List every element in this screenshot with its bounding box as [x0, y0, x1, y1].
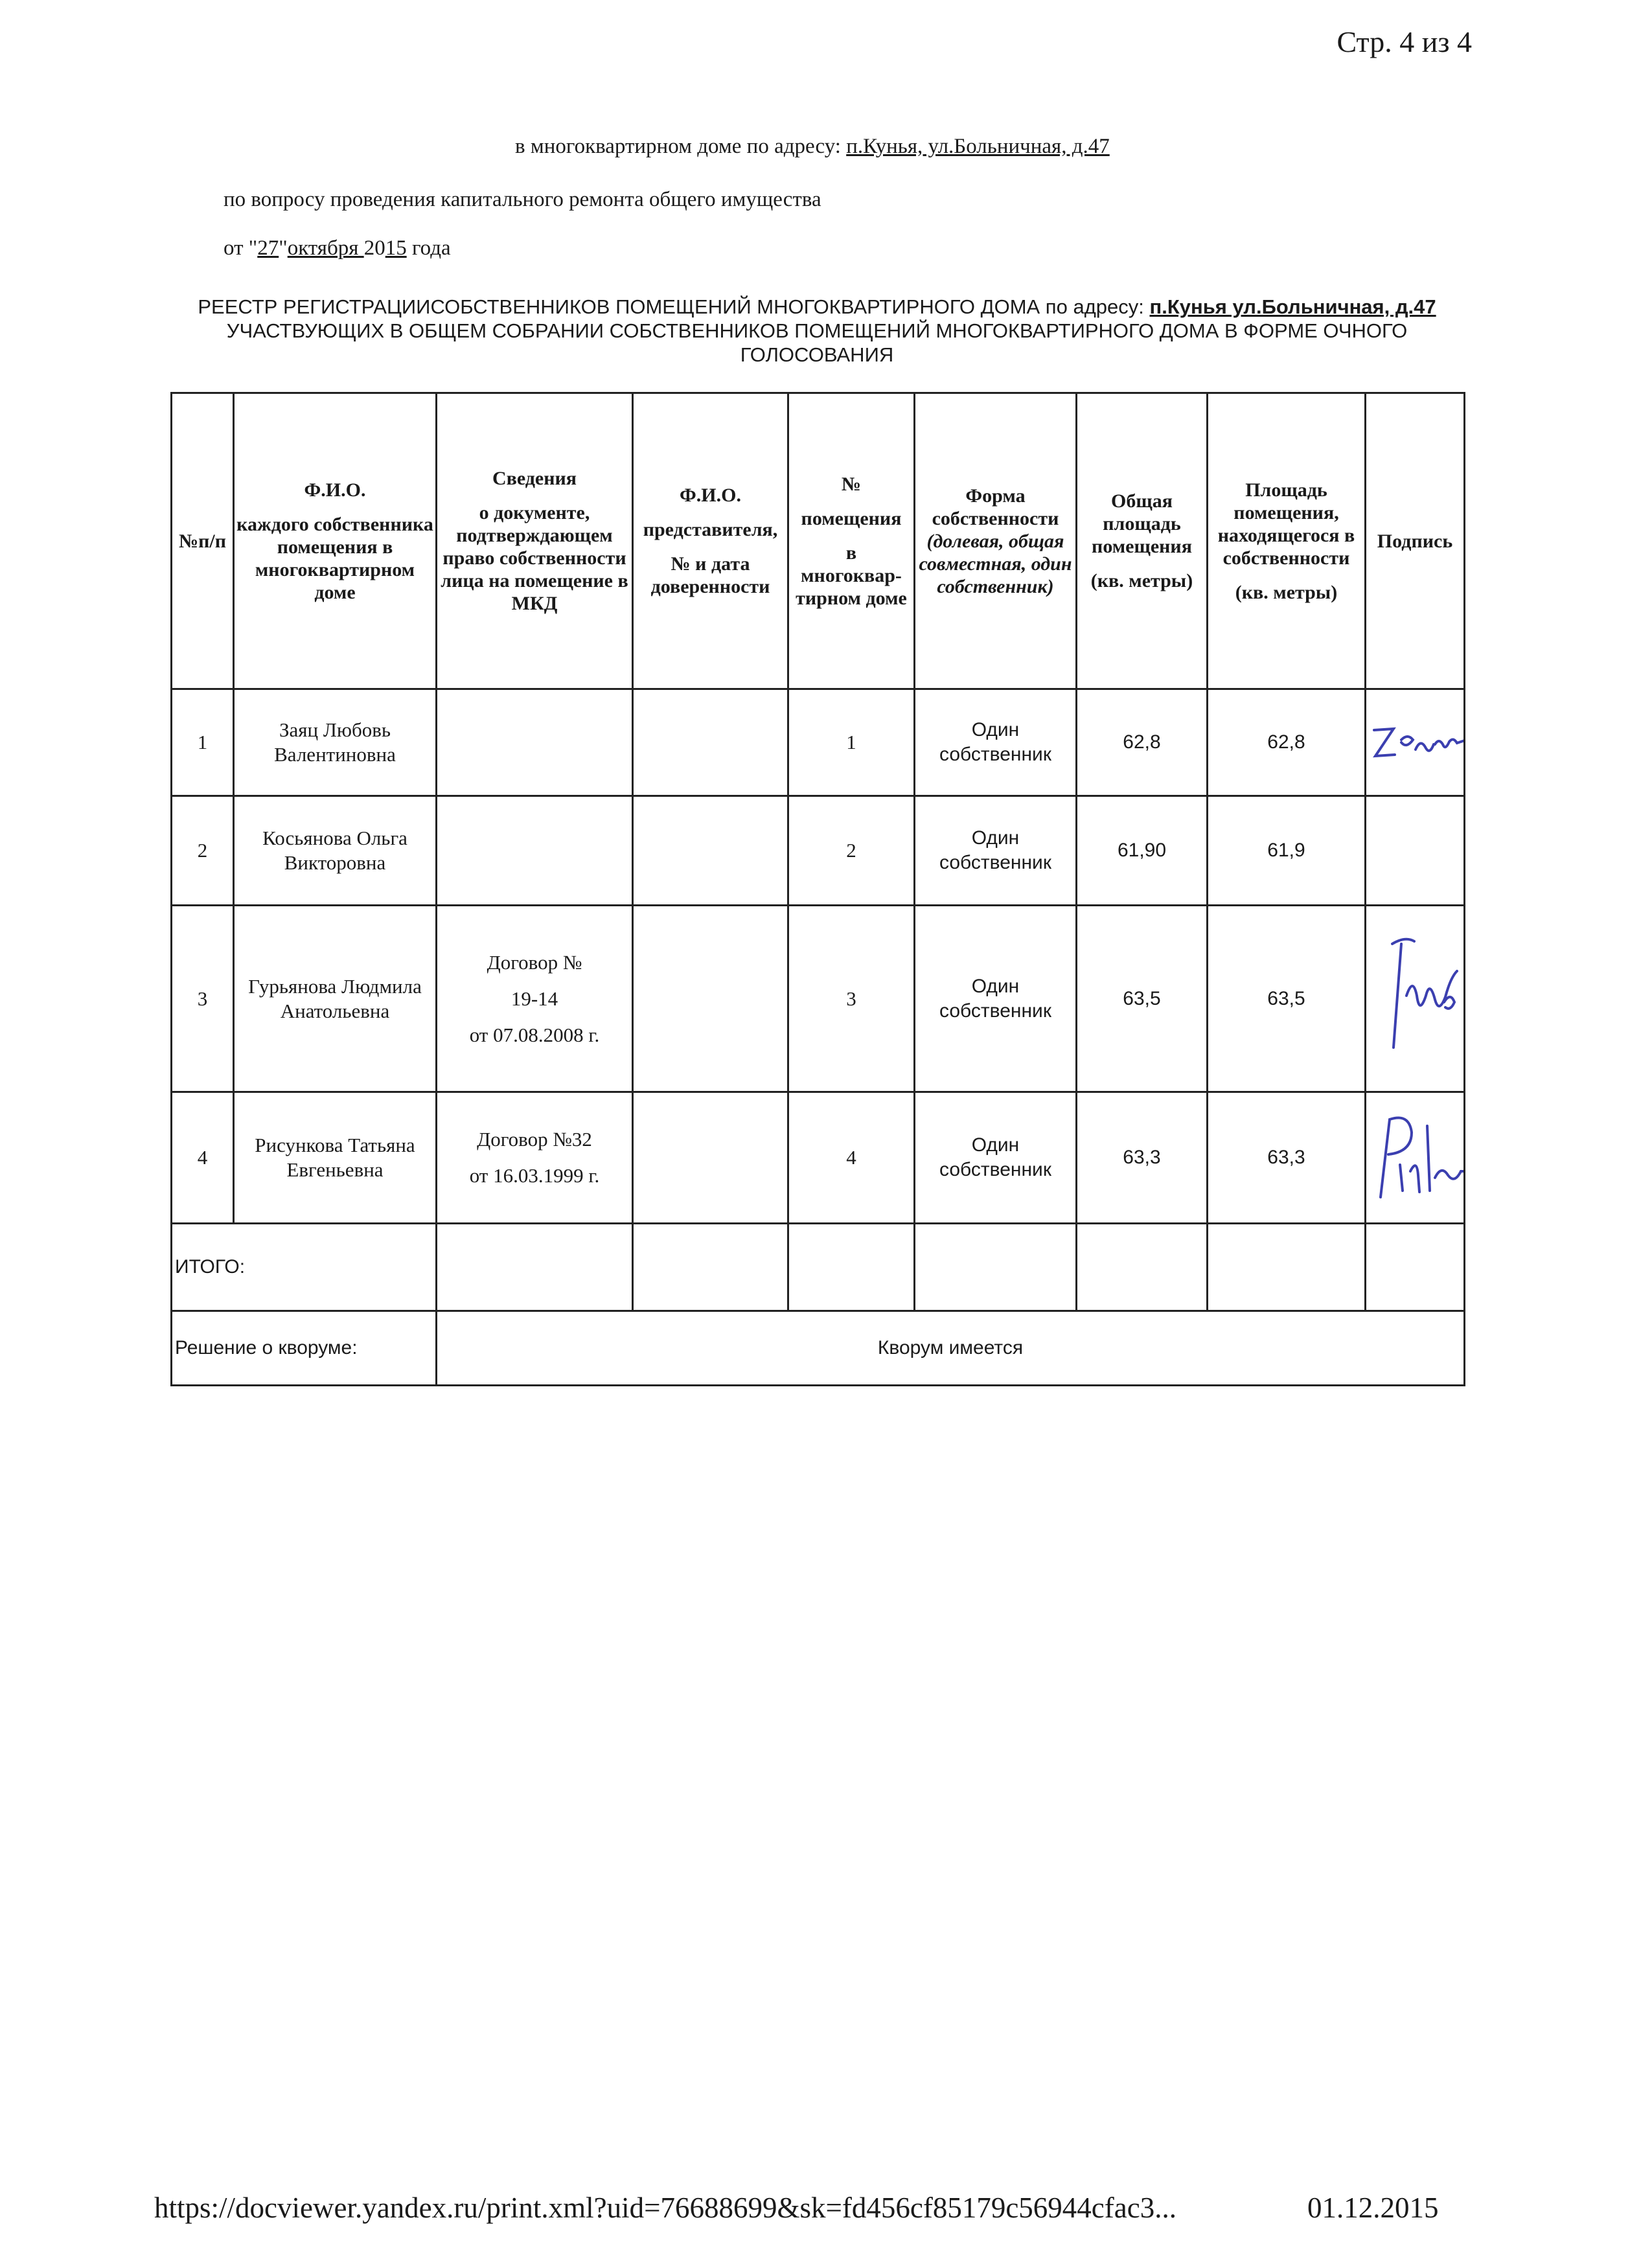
col-representative-header: Ф.И.О. представителя, № и дата доверенности [633, 393, 788, 689]
cell-signature [1366, 906, 1465, 1092]
date-month: октября [287, 236, 364, 260]
address-line [515, 135, 1110, 159]
cell-room: 3 [788, 906, 915, 1092]
subject-line: по вопросу проведения капитального ремонта общего имущества [224, 188, 821, 211]
cell-signature [1366, 689, 1465, 796]
cell-num: 4 [172, 1092, 234, 1224]
table-row [172, 1092, 1465, 1224]
date-day: 27 [257, 236, 279, 260]
cell-num: 2 [172, 796, 234, 906]
col-ownership-form-header: Форма собственности (долевая, общая совместная, один собственник) [915, 393, 1077, 689]
col-owner-header: Ф.И.О. каждого собственника помещения в многоквартирном доме [234, 393, 437, 689]
table-row [172, 796, 1465, 906]
cell-representative [633, 1092, 788, 1224]
cell-num: 3 [172, 906, 234, 1092]
cell-total-area: 63,5 [1077, 906, 1208, 1092]
handwritten-signature-1 [1368, 704, 1465, 775]
cell-owner: Рисункова Татьяна Евгеньевна [234, 1092, 437, 1224]
address-prefix: в многоквартирном доме по адресу: [515, 135, 847, 158]
cell-owned-area: 61,9 [1208, 796, 1366, 906]
registry-table [170, 392, 1465, 1386]
cell-ownership-form: Один собственник [915, 1092, 1077, 1224]
date-suffix: года [406, 236, 451, 260]
cell-ownership-form: Один собственник [915, 796, 1077, 906]
table-row [172, 906, 1465, 1092]
total-cell [788, 1224, 915, 1311]
cell-room: 2 [788, 796, 915, 906]
cell-signature [1366, 1092, 1465, 1224]
cell-num: 1 [172, 689, 234, 796]
col-signature-header: Подпись [1366, 393, 1465, 689]
cell-owner: Гурьянова Людмила Анатольевна [234, 906, 437, 1092]
cell-total-area: 62,8 [1077, 689, 1208, 796]
col-total-area-header: Общая площадь помещения (кв. метры) [1077, 393, 1208, 689]
title-part2: УЧАСТВУЮЩИХ В ОБЩЕМ СОБРАНИИ СОБСТВЕННИКОВ ПОМЕЩЕНИЙ МНОГОКВАРТИРНОГО ДОМА В ФОРМЕ ОЧНОГО ГОЛОСОВАНИЯ [226, 319, 1408, 366]
cell-owned-area: 63,3 [1208, 1092, 1366, 1224]
address-value: п.Кунья, ул.Больничная, д.47 [846, 135, 1110, 158]
page-number: Стр. 4 из 4 [1337, 25, 1472, 58]
cell-total-area: 61,90 [1077, 796, 1208, 906]
cell-room: 1 [788, 689, 915, 796]
date-year-b: 15 [385, 236, 407, 260]
total-cell [915, 1224, 1077, 1311]
total-row [172, 1224, 1465, 1311]
cell-owner: Заяц Любовь Валентиновна [234, 689, 437, 796]
handwritten-signature-3 [1368, 924, 1465, 1067]
quorum-row [172, 1311, 1465, 1386]
cell-ownership-form: Один собственник [915, 906, 1077, 1092]
handwritten-signature-4 [1368, 1100, 1465, 1210]
title-part1: РЕЕСТР РЕГИСТРАЦИИСОБСТВЕННИКОВ ПОМЕЩЕНИЙ МНОГОКВАРТИРНОГО ДОМА по адресу: [198, 295, 1150, 318]
total-cell [1208, 1224, 1366, 1311]
cell-document: Договор №32 от 16.03.1999 г. [437, 1092, 633, 1224]
cell-document [437, 689, 633, 796]
total-cell [1077, 1224, 1208, 1311]
cell-representative [633, 906, 788, 1092]
quorum-label: Решение о кворуме: [172, 1311, 437, 1386]
total-cell [633, 1224, 788, 1311]
cell-document [437, 796, 633, 906]
table-row [172, 689, 1465, 796]
cell-total-area: 63,3 [1077, 1092, 1208, 1224]
cell-owner: Косьянова Ольга Викторовна [234, 796, 437, 906]
meeting-date [224, 236, 451, 260]
cell-room: 4 [788, 1092, 915, 1224]
col-num-header: №п/п [172, 393, 234, 689]
total-label: ИТОГО: [172, 1224, 437, 1311]
cell-representative [633, 689, 788, 796]
footer-date: 01.12.2015 [1307, 2192, 1439, 2224]
cell-signature [1366, 796, 1465, 906]
cell-document: Договор № 19-14 от 07.08.2008 г. [437, 906, 633, 1092]
footer-url: https://docviewer.yandex.ru/print.xml?uid=76688699&sk=fd456cf85179c56944cfac3... [154, 2192, 1176, 2224]
cell-representative [633, 796, 788, 906]
cell-owned-area: 63,5 [1208, 906, 1366, 1092]
title-address: п.Кунья ул.Больничная, д.47 [1149, 295, 1436, 318]
col-room-header: № помещения в многоквар-тирном доме [788, 393, 915, 689]
register-title [170, 295, 1464, 367]
date-prefix: от " [224, 236, 258, 260]
col-document-header: Сведения о документе, подтверждающем право собственности лица на помещение в МКД [437, 393, 633, 689]
total-cell [437, 1224, 633, 1311]
cell-owned-area: 62,8 [1208, 689, 1366, 796]
date-quote: " [279, 236, 288, 260]
total-cell [1366, 1224, 1465, 1311]
col-owned-area-header: Площадь помещения, находящегося в собственности (кв. метры) [1208, 393, 1366, 689]
header-row [172, 393, 1465, 689]
quorum-value: Кворум имеется [437, 1311, 1465, 1386]
cell-ownership-form: Один собственник [915, 689, 1077, 796]
date-year-a: 20 [363, 236, 385, 260]
